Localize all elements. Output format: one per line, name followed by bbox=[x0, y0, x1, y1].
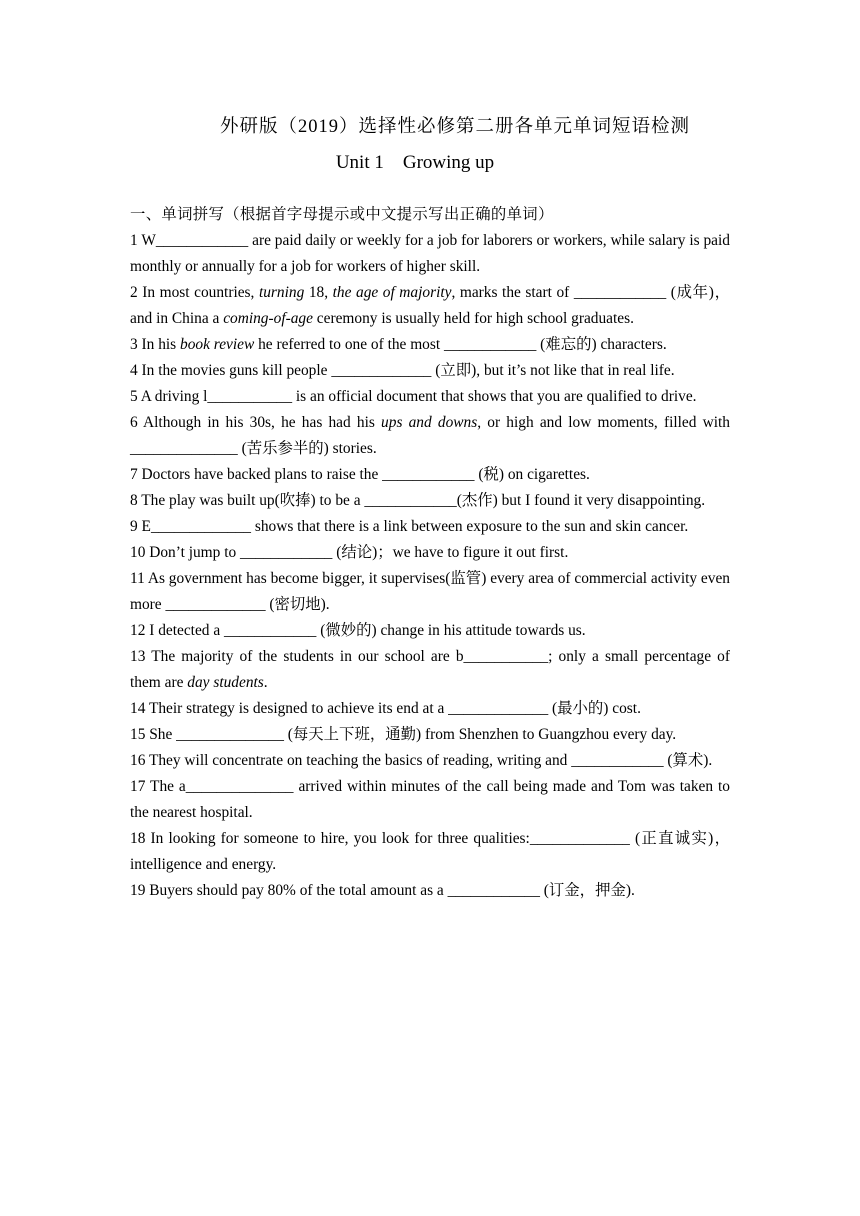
question-text: ceremony is usually held for high school graduates. bbox=[312, 310, 634, 327]
question-item bbox=[130, 488, 730, 514]
question-text: 2 In most countries, bbox=[130, 284, 259, 301]
italic-phrase: the age of majority bbox=[332, 284, 452, 301]
question-item bbox=[130, 462, 730, 488]
question-text: he referred to one of the most ____________ (难忘的) characters. bbox=[254, 336, 667, 353]
question-text: 13 The majority of the students in our school are b___________; only a small percentage of them are bbox=[130, 648, 730, 691]
question-item bbox=[130, 410, 730, 462]
question-item bbox=[130, 748, 730, 774]
question-text: 4 In the movies guns kill people _____________ (立即), but it’s not like that in real life. bbox=[130, 362, 675, 379]
question-text: 12 I detected a ____________ (微妙的) change in his attitude towards us. bbox=[130, 622, 586, 639]
question-text: 17 The a______________ arrived within minutes of the call being made and Tom was taken to the nearest hospital. bbox=[130, 778, 730, 821]
question-text: 7 Doctors have backed plans to raise the ____________ (税) on cigarettes. bbox=[130, 466, 590, 483]
question-text: 10 Don’t jump to ____________ (结论)；we have to figure it out first. bbox=[130, 544, 569, 561]
question-text: 5 A driving l___________ is an official document that shows that you are qualified to drive. bbox=[130, 388, 697, 405]
question-text: , marks the start of ____________ (成年)， and in China a bbox=[130, 284, 730, 327]
question-item bbox=[130, 332, 730, 358]
section-heading: 一、单词拼写（根据首字母提示或中文提示写出正确的单词） bbox=[130, 206, 554, 223]
italic-phrase: day students bbox=[187, 674, 264, 691]
italic-phrase: turning bbox=[258, 284, 305, 301]
question-item bbox=[130, 540, 730, 566]
question-item bbox=[130, 826, 730, 878]
question-text: , or high and low moments, filled with ______________ (苦乐参半的) stories. bbox=[130, 414, 730, 457]
question-text: 3 In his bbox=[130, 336, 181, 353]
question-text: 18 In looking for someone to hire, you look for three qualities:_____________ (正直诚实)，intelligence and energy. bbox=[130, 830, 730, 873]
question-item bbox=[130, 618, 730, 644]
question-item bbox=[130, 514, 730, 540]
question-item bbox=[130, 384, 730, 410]
document-title: 外研版（2019）选择性必修第二册各单元单词短语检测 bbox=[219, 117, 690, 137]
question-item bbox=[130, 722, 730, 748]
italic-phrase: coming-of-age bbox=[223, 310, 313, 327]
question-list bbox=[130, 228, 730, 904]
italic-phrase: book review bbox=[180, 336, 255, 353]
question-text: 1 W____________ are paid daily or weekly for a job for laborers or workers, while salary is paid monthly or annually for a job for workers of higher skill. bbox=[130, 232, 730, 275]
italic-phrase: ups and downs bbox=[381, 414, 478, 431]
question-item bbox=[130, 696, 730, 722]
question-text: 19 Buyers should pay 80% of the total amount as a ____________ (订金，押金). bbox=[130, 882, 635, 899]
question-item bbox=[130, 878, 730, 904]
question-text: 11 As government has become bigger, it supervises(监管) every area of commercial activity even more _____________ (密切地). bbox=[130, 570, 730, 613]
question-text: 8 The play was built up(吹捧) to be a ____________(杰作) but I found it very disappointing. bbox=[130, 492, 706, 509]
question-item bbox=[130, 644, 730, 696]
question-text: 16 They will concentrate on teaching the basics of reading, writing and ____________ (算术). bbox=[130, 752, 713, 769]
unit-title: Unit 1 Growing up bbox=[335, 152, 495, 173]
question-item bbox=[130, 228, 730, 280]
question-text: 9 E_____________ shows that there is a link between exposure to the sun and skin cancer. bbox=[130, 518, 689, 535]
question-text: 15 She ______________ (每天上下班，通勤) from Shenzhen to Guangzhou every day. bbox=[130, 726, 677, 743]
question-text: . bbox=[263, 674, 268, 691]
question-item bbox=[130, 774, 730, 826]
question-text: 6 Although in his 30s, he has had his bbox=[130, 414, 382, 431]
question-item bbox=[130, 358, 730, 384]
exercise-section bbox=[130, 202, 730, 904]
question-text: 14 Their strategy is designed to achieve its end at a _____________ (最小的) cost. bbox=[130, 700, 641, 717]
question-text: 18, bbox=[304, 284, 333, 301]
question-item bbox=[130, 280, 730, 332]
question-item bbox=[130, 566, 730, 618]
